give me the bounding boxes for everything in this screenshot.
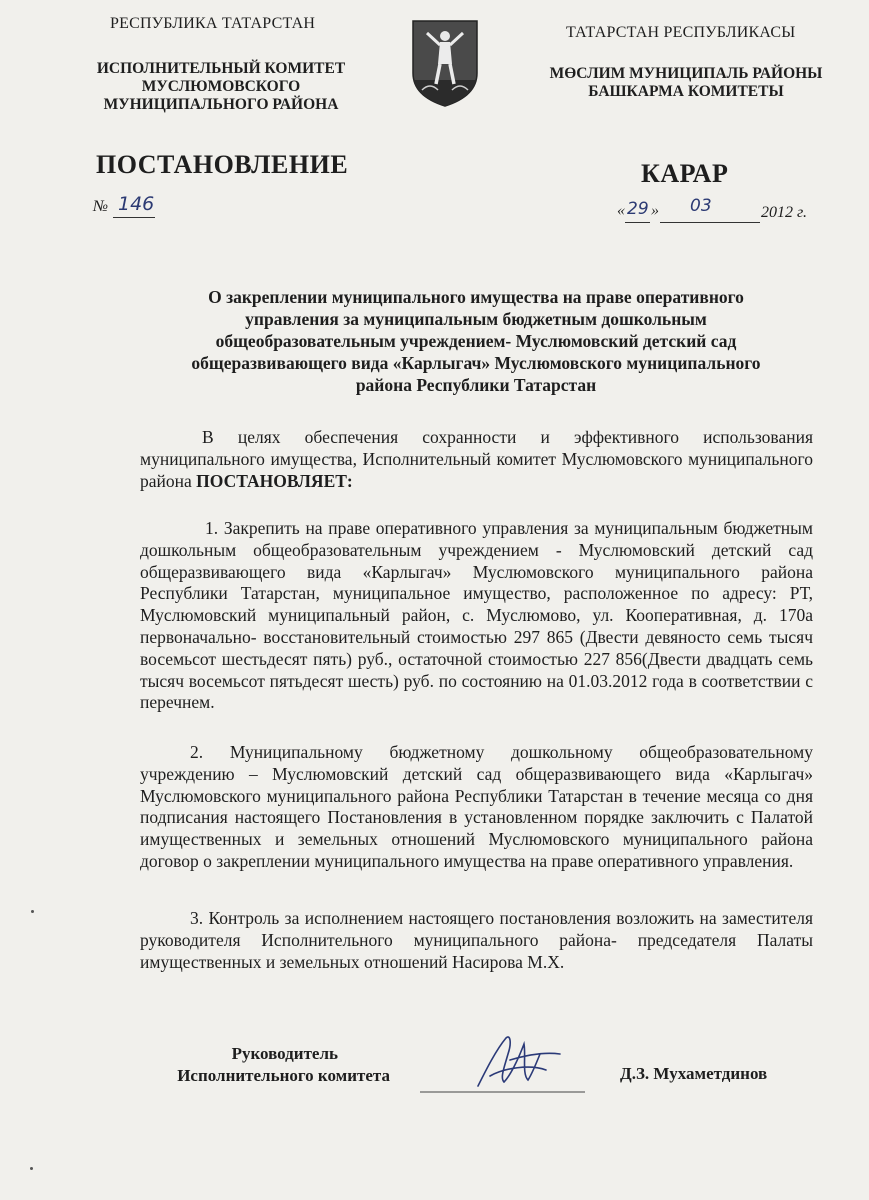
document-type-title: ПОСТАНОВЛЕНИЕ (96, 150, 349, 179)
right-org-name: МӨСЛИМ МУНИЦИПАЛЬ РАЙОНЫ БАШКАРМА КОМИТЕТЫ (549, 65, 823, 100)
number-label: № (93, 198, 109, 215)
date-open-quote: « (617, 202, 625, 219)
signatory-title: Руководитель Исполнительного комитета (177, 1044, 390, 1085)
date-month: 03 (690, 196, 712, 216)
right-region-label: ТАТАРСТАН РЕСПУБЛИКАСЫ (566, 24, 796, 41)
paragraph-item-1: 1. Закрепить на праве оперативного управления за муниципальным бюджетным дошкольным общеобразовательным учреждением - Муслюмовский детский сад общеразвивающего вида «Карлыгач» Муслюмовского муниципального района Республики Татарстан, муниципальное имущество, расположенное по адресу: РТ, Муслюмовский муниципальный район, с. Муслюмово, ул. Кооперативная, д. 170а первоначально- восстановительный стоимостью 297 865 (Двести девяносто семь тысяч восемьсот шестьдесят пять) руб., остаточной стоимостью 227 856(Двести двадцать семь тысяч восемьсот пятьдесят шесть) руб. по состоянию на 01.03.2012 года в соответствии с перечнем. (140, 518, 813, 713)
scan-speck (30, 1167, 33, 1170)
left-region-label: РЕСПУБЛИКА ТАТАРСТАН (110, 15, 316, 32)
date-close-quote: » (651, 202, 659, 219)
date-month-underline (660, 222, 760, 223)
left-org-name: ИСПОЛНИТЕЛЬНЫЙ КОМИТЕТ МУСЛЮМОВСКОГО МУНИЦИПАЛЬНОГО РАЙОНА (96, 60, 346, 113)
date-day-underline (625, 222, 650, 223)
paragraph-item-2: 2. Муниципальному бюджетному дошкольному общеобразовательному учреждению – Муслюмовский детский сад общеразвивающего вида «Карлыгач» Муслюмовского муниципального района Республики Татарстан в течение месяца со дня подписания настоящего Постановления в установленном порядке заключить с Палатой имущественных и земельных отношений Муслюмовского муниципального района договор о закреплении муниципального имущества на праве оперативного управления. (140, 742, 813, 871)
scan-speck (31, 910, 34, 913)
document-title: О закреплении муниципального имущества на праве оперативного управления за муниципальным бюджетным дошкольным общеобразовательным учреждением- Муслюмовский детский сад общеразвивающего вида «Карлыгач» Муслюмовского муниципального района Республики Татарстан (191, 287, 761, 395)
date-day: 29 (627, 199, 649, 219)
date-year: 2012 г. (761, 204, 808, 221)
document-type-title-tatar: КАРАР (641, 159, 729, 188)
document-number: 146 (118, 193, 155, 215)
paragraph-item-3: 3. Контроль за исполнением настоящего постановления возложить на заместителя руководителя Исполнительного муниципального района- председателя Палаты имущественных и земельных отношений Насирова М.Х. (140, 908, 813, 972)
number-underline (113, 217, 155, 218)
coat-of-arms-icon (410, 18, 480, 108)
signatory-name: Д.З. Мухаметдинов (620, 1064, 768, 1083)
decree-word: ПОСТАНОВЛЯЕТ: (196, 470, 353, 491)
handwritten-signature-icon (420, 1020, 600, 1100)
intro-paragraph: В целях обеспечения сохранности и эффективного использования муниципального имущества, Исполнительный комитет Муслюмовского муниципального района ПОСТАНОВЛЯЕТ: (140, 427, 813, 491)
